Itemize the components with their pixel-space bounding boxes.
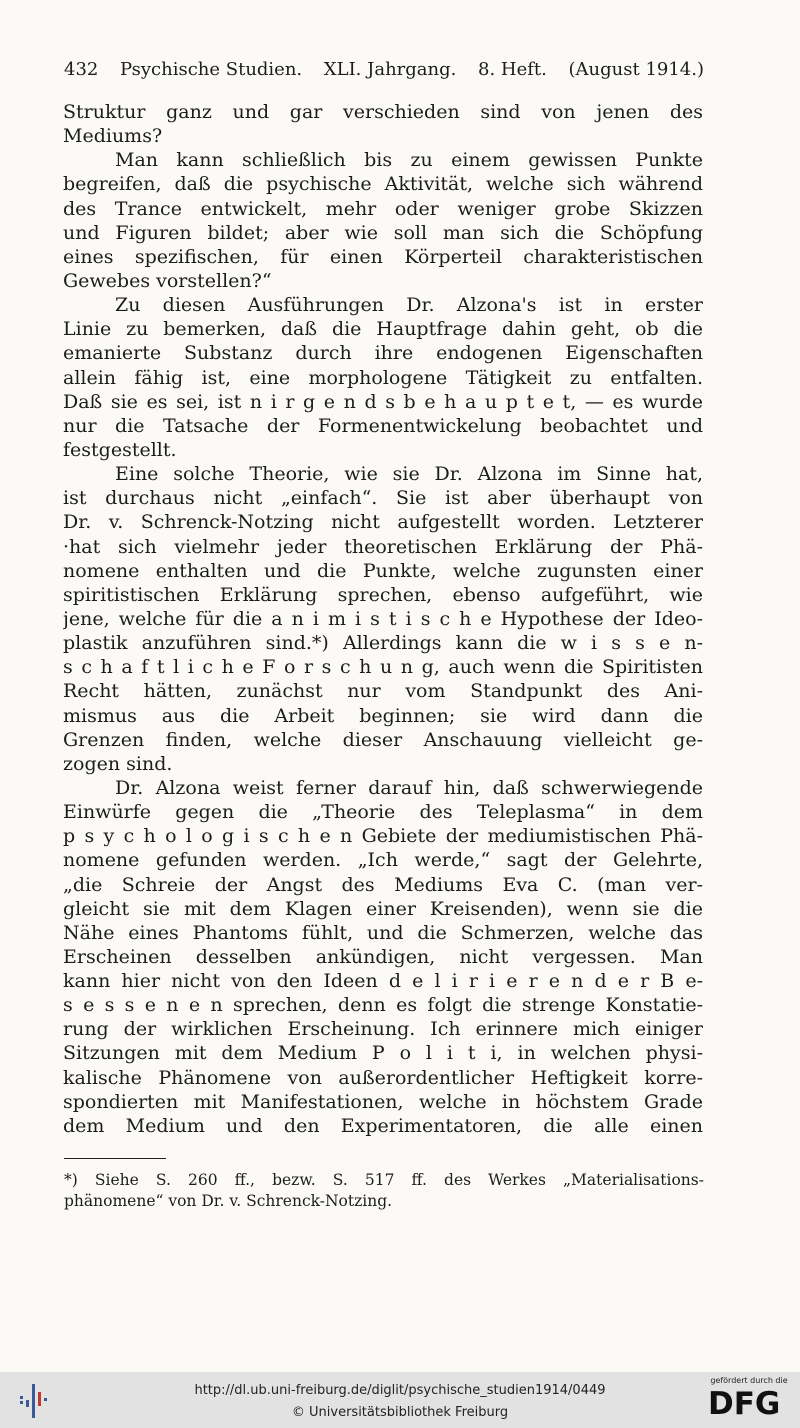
volume: XLI. Jahrgang.	[323, 59, 457, 80]
text-line: Eine solche Theorie, wie sie Dr. Alzona im Sinne hat,	[115, 463, 703, 486]
text-line: Man kann schließlich bis zu einem gewissen Punkte	[115, 149, 703, 172]
text-line: gleicht sie mit dem Klagen einer Kreisenden), wenn sie die	[63, 897, 703, 920]
text-line: Nähe eines Phantoms fühlt, und die Schmerzen, welche das	[63, 921, 703, 944]
text-line: dem Medium und den Experimentatoren, die alle einen	[63, 1114, 703, 1137]
text-line: Dr. Alzona weist ferner darauf hin, daß schwerwiegende	[115, 776, 703, 799]
text-line: des Trance entwickelt, mehr oder weniger grobe Skizzen	[63, 197, 703, 220]
text-line: jene, welche für die a n i m i s t i s c h e Hypothese der Ideo-	[63, 607, 703, 630]
text-line: ist durchaus nicht „einfach“. Sie ist aber überhaupt von	[63, 487, 703, 510]
text-line: Sitzungen mit dem Medium P o l i t i, in welchen physi-	[63, 1042, 703, 1065]
copyright-notice: © Universitätsbibliothek Freiburg	[291, 1405, 509, 1420]
library-logo-icon	[14, 1378, 54, 1422]
text-line: s e s s e n e n sprechen, denn es folgt die strenge Konstatie-	[63, 994, 703, 1017]
text-line: Daß sie es sei, ist n i r g e n d s b e h a u p t e t, — es wurde	[63, 390, 703, 413]
dfg-wordmark: DFG	[708, 1386, 781, 1422]
text-line: Einwürfe gegen die „Theorie des Teleplasma“ in dem	[63, 801, 703, 824]
text-line: kalische Phänomene von außerordentlicher Heftigkeit korre-	[63, 1066, 703, 1089]
text-line: nomene enthalten und die Punkte, welche zugunsten einer	[63, 559, 703, 582]
journal-title: Psychische Studien.	[120, 59, 303, 80]
body-text	[63, 100, 703, 1138]
text-line: zogen sind.	[63, 752, 173, 775]
footnote-divider	[64, 1158, 166, 1159]
page-number: 432	[64, 59, 99, 80]
text-line: Dr. v. Schrenck-Notzing nicht aufgestellt worden. Letzterer	[63, 511, 703, 534]
dfg-caption: gefördert durch die	[710, 1376, 788, 1385]
text-line: mismus aus die Arbeit beginnen; sie wird dann die	[63, 704, 703, 727]
text-line: Zu diesen Ausführungen Dr. Alzona's ist in erster	[115, 294, 703, 317]
issue-date: (August 1914.)	[568, 59, 704, 80]
text-line: nur die Tatsache der Formenentwickelung beobachtet und	[63, 414, 703, 437]
text-line: und Figuren bildet; aber wie soll man sich die Schöpfung	[63, 221, 703, 244]
text-line: Gewebes vorstellen?“	[63, 269, 272, 292]
text-line: ·hat sich vielmehr jeder theoretischen Erklärung der Phä-	[63, 535, 703, 558]
text-line: emanierte Substanz durch ihre endogenen Eigenschaften	[63, 342, 703, 365]
text-line: rung der wirklichen Erscheinung. Ich erinnere mich einiger	[63, 1018, 703, 1041]
issue: 8. Heft.	[478, 59, 547, 80]
text-line: p s y c h o l o g i s c h e n Gebiete der mediumistischen Phä-	[63, 825, 703, 848]
text-line: Struktur ganz und gar verschieden sind von jenen des	[63, 101, 703, 123]
text-line: allein fähig ist, eine morphologene Tätigkeit zu entfalten.	[63, 366, 703, 389]
text-line: spiritistischen Erklärung sprechen, ebenso aufgeführt, wie	[63, 583, 703, 606]
text-line: Erscheinen desselben ankündigen, nicht vergessen. Man	[63, 945, 703, 968]
text-line: nomene gefunden werden. „Ich werde,“ sagt der Gelehrte,	[63, 849, 703, 872]
text-line: kann hier nicht von den Ideen d e l i r i e r e n d e r B e-	[63, 970, 703, 993]
text-line: „die Schreie der Angst des Mediums Eva C. (man ver-	[63, 873, 703, 896]
text-line: eines spezifischen, für einen Körperteil charakteristischen	[63, 245, 703, 268]
footnote	[64, 1170, 704, 1212]
dfg-logo	[704, 1376, 794, 1424]
page-url[interactable]: http://dl.ub.uni-freiburg.de/diglit/psychische_studien1914/0449	[194, 1383, 606, 1398]
text-line: Linie zu bemerken, daß die Hauptfrage dahin geht, ob die	[63, 318, 703, 341]
text-line: spondierten mit Manifestationen, welche in höchstem Grade	[63, 1090, 703, 1113]
text-line: Mediums?	[63, 125, 163, 148]
text-line: Recht hätten, zunächst nur vom Standpunkt des Ani-	[63, 680, 703, 703]
text-line: s c h a f t l i c h e F o r s c h u n g, auch wenn die Spiritisten	[63, 656, 703, 679]
text-line: begreifen, daß die psychische Aktivität, welche sich während	[63, 173, 703, 196]
footnote-line: phänomene“ von Dr. v. Schrenck-Notzing.	[64, 1192, 393, 1210]
text-line: festgestellt.	[63, 438, 177, 461]
footnote-line: *) Siehe S. 260 ff., bezw. S. 517 ff. des Werkes „Materialisations-	[64, 1171, 704, 1189]
text-line: plastik anzuführen sind.*) Allerdings kann die w i s s e n-	[63, 632, 703, 655]
running-header	[64, 58, 704, 82]
viewer-footer	[0, 1372, 800, 1428]
text-line: Grenzen finden, welche dieser Anschauung vielleicht ge-	[63, 728, 703, 751]
